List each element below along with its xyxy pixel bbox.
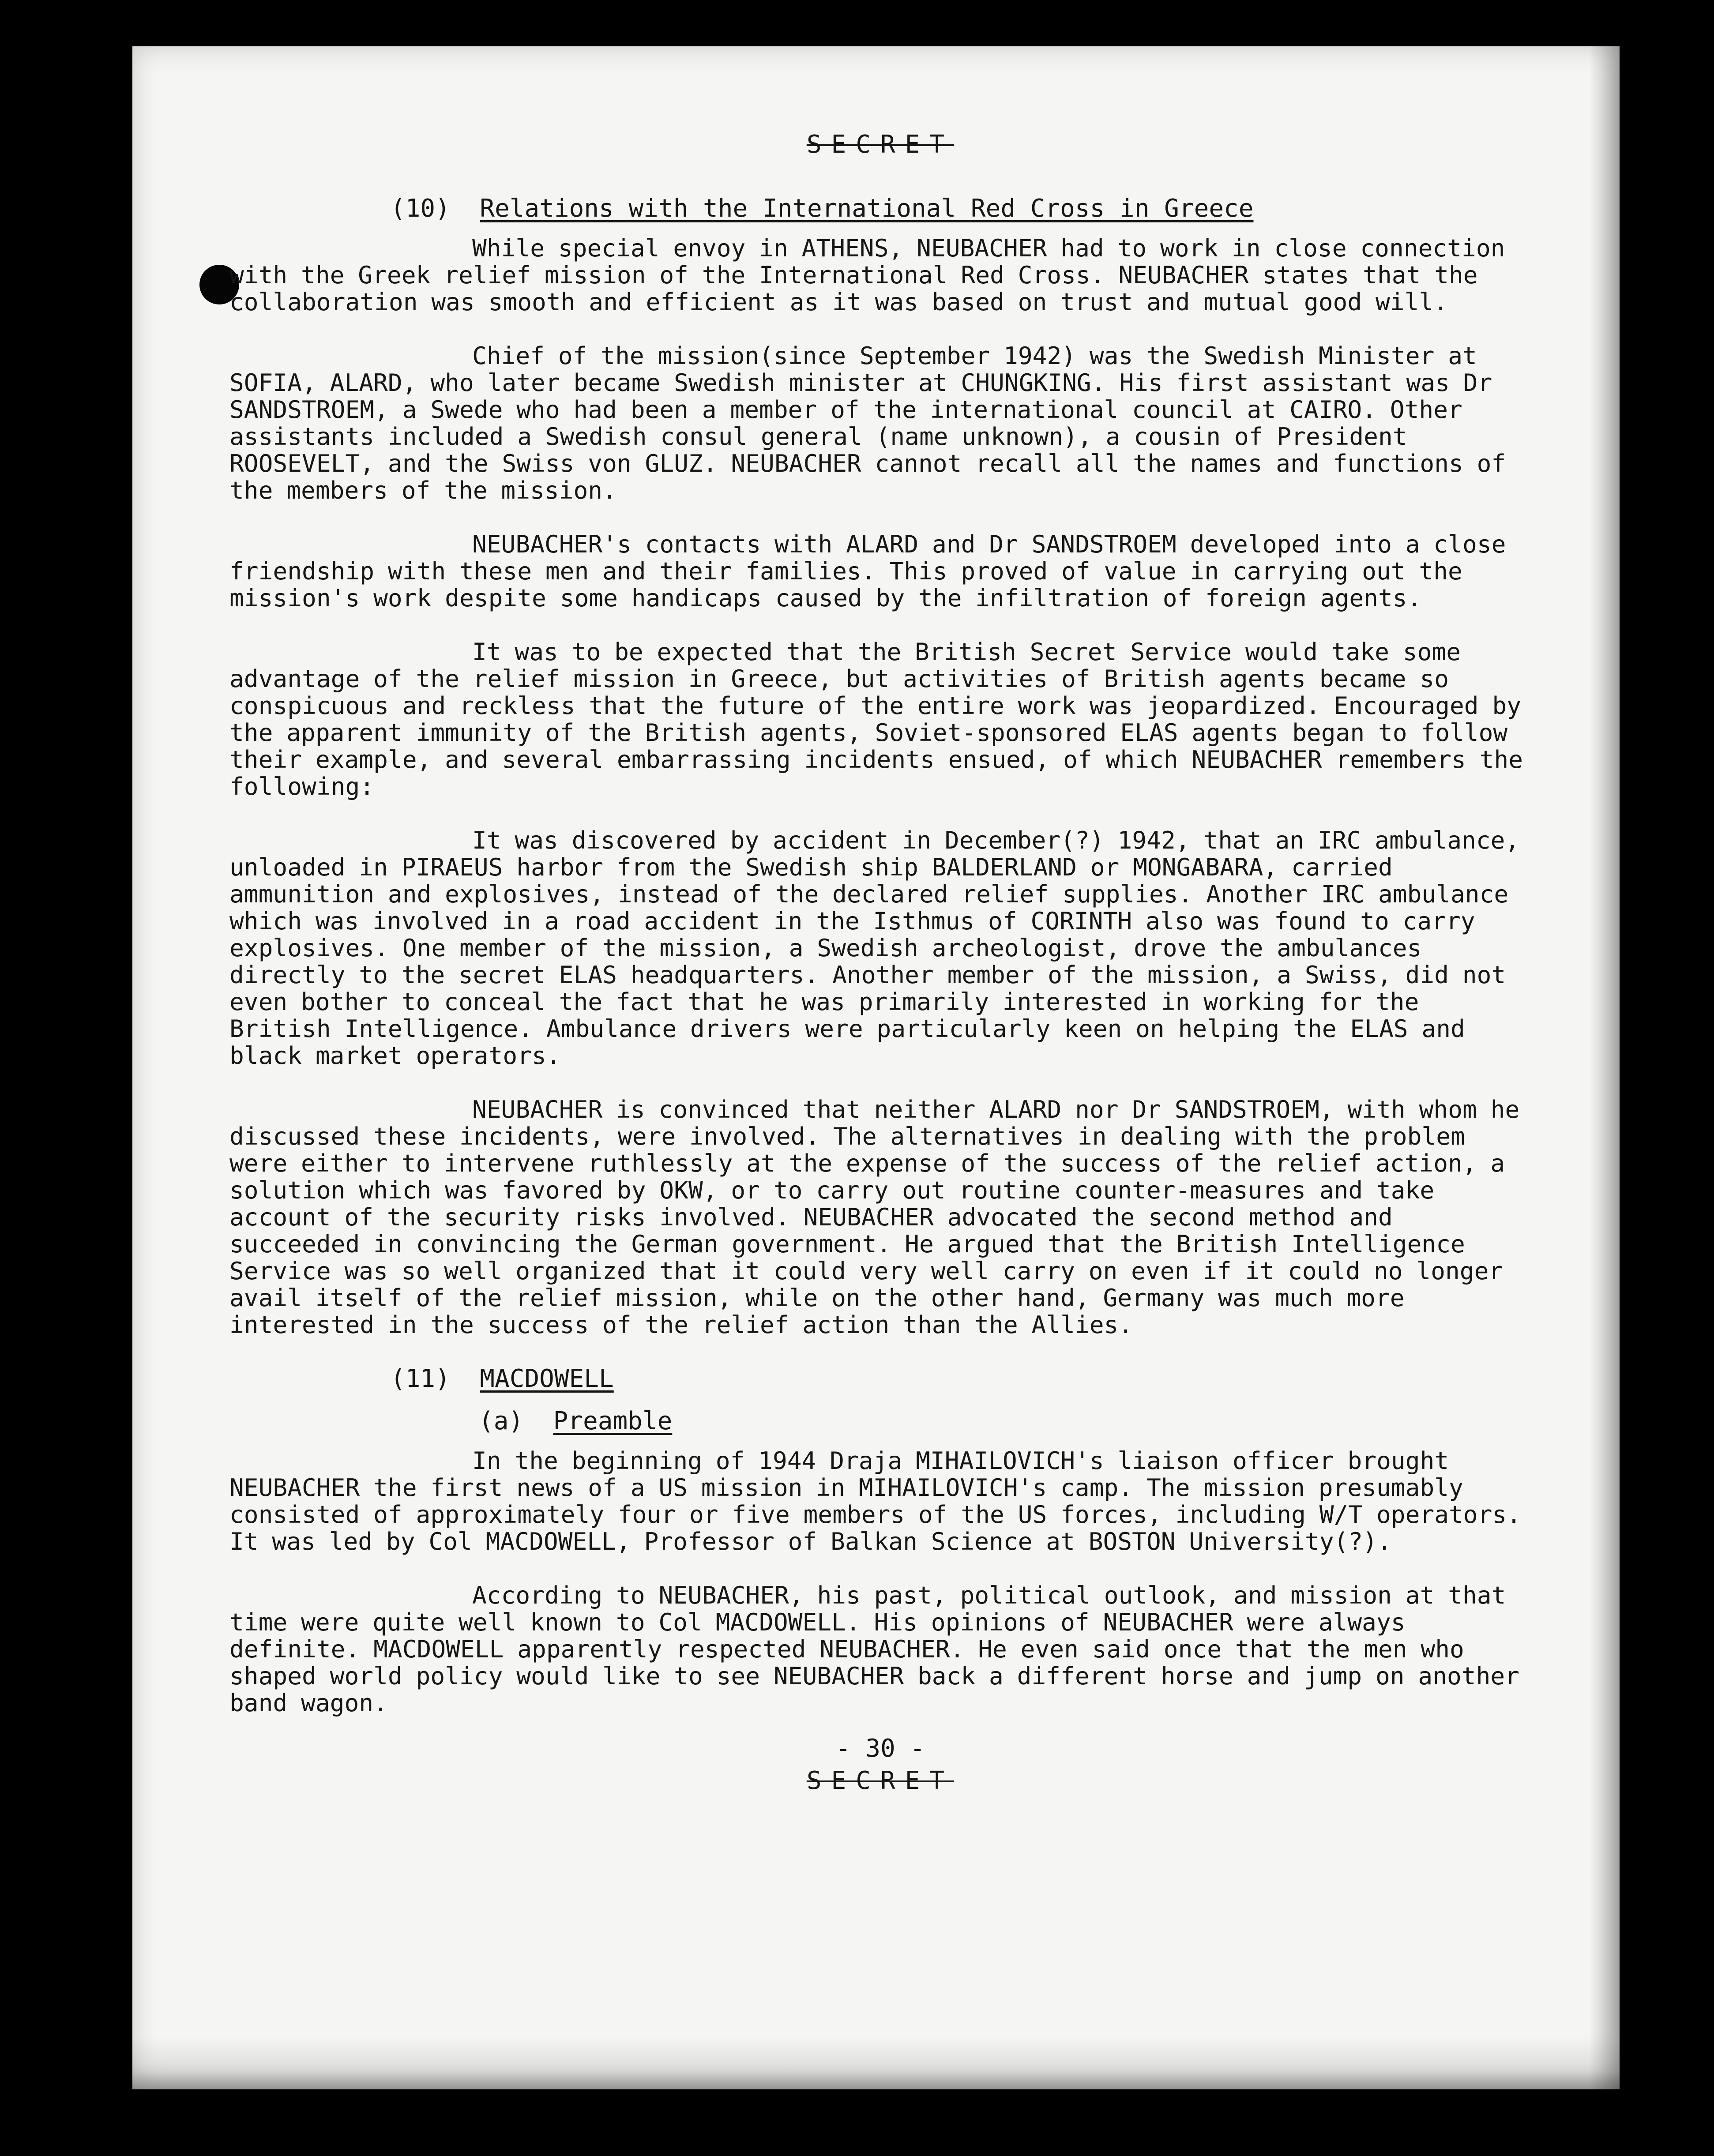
classification-marking-top: SECRET	[806, 130, 955, 159]
section-11-heading	[391, 1365, 1531, 1393]
classification-marking-bottom: SECRET	[806, 1766, 955, 1795]
paragraph: It was discovered by accident in December(?) 1942, that an IRC ambulance, unloaded in PIRAEUS harbor from the Swedish ship BALDERLAND or MONGABARA, carried ammunition and explosives, instead of the declared relief supplies. Another IRC ambulance which was involved in a road accident in the Isthmus of CORINTH also was found to carry explosives. One member of the mission, a Swedish archeologist, drove the ambulances directly to the secret ELAS headquarters. Another member of the mission, a Swiss, did not even bother to conceal the fact that he was primarily interested in working for the British Intelligence. Ambulance drivers were particularly keen on helping the ELAS and black market operators.	[229, 826, 1520, 1070]
section-10-heading	[391, 195, 1531, 222]
page-number: - 30 -	[835, 1734, 925, 1763]
paragraph: It was to be expected that the British Secret Service would take some advantage of the relief mission in Greece, but activities of British agents became so conspicuous and reckless that the future of the entire work was jeopardized. Encouraged by the apparent immunity of the British agents, Soviet-sponsored ELAS agents began to follow their example, and several embarrassing incidents ensued, of which NEUBACHER remembers the following:	[229, 638, 1523, 800]
paragraph: While special envoy in ATHENS, NEUBACHER had to work in close connection with the Greek relief mission of the International Red Cross. NEUBACHER states that the collaboration was smooth and efficient as it was based on trust and mutual good will.	[229, 234, 1505, 316]
subsection-a-number: (a)	[479, 1407, 524, 1435]
paragraph: NEUBACHER's contacts with ALARD and Dr SANDSTROEM developed into a close friendship with these men and their families. This proved of value in carrying out the mission's work despite some handicaps caused by the infiltration of foreign agents.	[229, 530, 1506, 612]
paragraph: NEUBACHER is convinced that neither ALARD nor Dr SANDSTROEM, with whom he discussed these incidents, were involved. The alternatives in dealing with the problem were either to intervene ruthlessly at the expense of the success of the relief action, a solution which was favored by OKW, or to carry out routine counter-measures and take account of the security risks involved. NEUBACHER advocated the second method and succeeded in convincing the German government. He argued that the British Intelligence Service was so well organized that it could very well carry on even if it could no longer avail itself of the relief mission, while on the other hand, Germany was much more interested in the success of the relief action than the Allies.	[229, 1095, 1520, 1339]
section-10-title: Relations with the International Red Cross in Greece	[480, 194, 1254, 223]
paragraph: According to NEUBACHER, his past, political outlook, and mission at that time were quite well known to Col MACDOWELL. His opinions of NEUBACHER were always definite. MACDOWELL apparently respected NEUBACHER. He even said once that the men who shaped world policy would like to see NEUBACHER back a different horse and jump on another band wagon.	[229, 1581, 1520, 1717]
section-11-title: MACDOWELL	[480, 1364, 614, 1393]
page-edge-shadow	[1589, 46, 1620, 2089]
paragraph: In the beginning of 1944 Draja MIHAILOVICH's liaison officer brought NEUBACHER the first news of a US mission in MIHAILOVICH's camp. The mission presumably consisted of approximately four or five members of the US forces, including W/T operators. It was led by Col MACDOWELL, Professor of Balkan Science at BOSTON University(?).	[229, 1446, 1522, 1555]
subsection-a-heading	[479, 1408, 1531, 1435]
subsection-a-title: Preamble	[553, 1407, 673, 1435]
page-content	[229, 130, 1531, 1795]
page-footer-shadow	[132, 2072, 1620, 2089]
document-page	[132, 46, 1620, 2089]
paragraph: Chief of the mission(since September 1942) was the Swedish Minister at SOFIA, ALARD, who later became Swedish minister at CHUNGKING. His first assistant was Dr SANDSTROEM, a Swede who had been a member of the international council at CAIRO. Other assistants included a Swedish consul general (name unknown), a cousin of President ROOSEVELT, and the Swiss von GLUZ. NEUBACHER cannot recall all the names and functions of the members of the mission.	[229, 342, 1506, 504]
section-10-number: (10)	[391, 194, 450, 223]
section-11-number: (11)	[391, 1364, 450, 1393]
